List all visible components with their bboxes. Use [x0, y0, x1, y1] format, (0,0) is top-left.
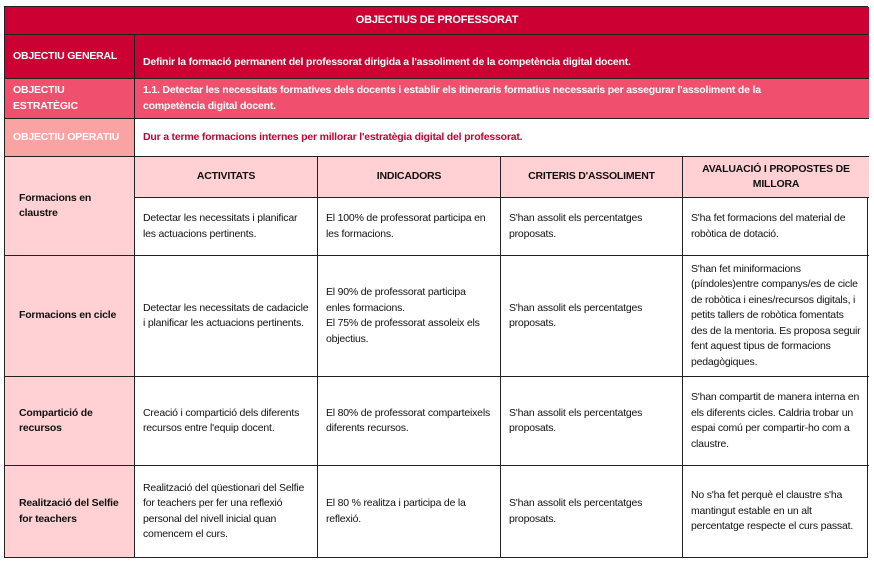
cell-criteris: S'han assolit els percentatges proposats.: [501, 198, 683, 256]
cell-indicadors: El 80% de professorat comparteixels diferents recursos.: [318, 377, 501, 466]
objectiu-operatiu-text: Dur a terme formacions internes per millorar l'estratègia digital del professorat.: [135, 119, 869, 157]
cell-indicadors: El 100% de professorat participa en les formacions.: [318, 198, 501, 256]
cell-avaluacio: S'han fet miniformacions (píndoles)entre companys/es de cicle de robòtica i eines/recursos digitals, i petits tallers de robòtica fomentats des de la mentoria. Es proposa seguir fent aquest tipus de formacions pedagògiques.: [683, 256, 869, 377]
cell-avaluacio: No s'ha fet perquè el claustre s'ha mantingut estable en un alt percentatge respecte el curs passat.: [691, 489, 854, 533]
cell-avaluacio: S'ha fet formacions del material de robòtica de dotació.: [683, 198, 869, 256]
cell-criteris: S'han assolit els percentatges proposats.: [501, 466, 683, 557]
objectiu-operatiu-label: OBJECTIU OPERATIU: [5, 119, 135, 157]
table-title: OBJECTIUS DE PROFESSORAT: [5, 7, 869, 35]
cell-avaluacio: S'han compartit de manera interna en els diferents cicles. Caldria trobar un espai comú per compartir-ho com a claustre.: [683, 377, 869, 466]
cell-activitats: Realització del qüestionari del Selfie for teachers per fer una reflexió personal del nivell inicial quan comencem el curs.: [135, 466, 318, 557]
cell-indicadors: El 90% de professorat participa enles formacions. El 75% de professorat assoleix els objectius.: [318, 256, 501, 377]
cell-indicadors: El 80 % realitza i participa de la reflexió.: [318, 466, 501, 557]
column-header-criteris: CRITERIS D'ASSOLIMENT: [501, 157, 683, 198]
cell-activitats: Creació i compartició dels diferents recursos entre l'equip docent.: [135, 377, 318, 466]
cell-criteris: S'han assolit els percentatges proposats.: [501, 256, 683, 377]
cell-criteris: S'han assolit els percentatges proposats.: [501, 377, 683, 466]
column-header-avaluacio: AVALUACIÓ I PROPOSTES DE MILLORA: [683, 157, 869, 198]
column-header-indicadors: INDICADORS: [318, 157, 501, 198]
row-label-formacions-claustre: Formacions en claustre: [5, 157, 135, 256]
row-label-selfie: Realització del Selfie for teachers: [5, 466, 135, 557]
objectives-table: [4, 6, 868, 558]
row-label-comparticio-recursos: Compartició de recursos: [5, 377, 135, 466]
objectiu-estrategic-label: OBJECTIU ESTRATÈGIC: [5, 79, 135, 119]
objectiu-general-text: Definir la formació permanent del professorat dirigida a l'assoliment de la competència digital docent.: [135, 35, 869, 79]
row-label-formacions-cicle: Formacions en cicle: [5, 256, 135, 377]
objectiu-estrategic-text: 1.1. Detectar les necessitats formatives dels docents i establir els itineraris formatius necessaris per assegurar l'assoliment de la competència digital docent.: [135, 79, 869, 119]
objectiu-general-label: OBJECTIU GENERAL: [5, 35, 135, 79]
cell-activitats: Detectar les necessitats de cadacicle i planificar les actuacions pertinents.: [135, 256, 318, 377]
column-header-activitats: ACTIVITATS: [135, 157, 318, 198]
cell-activitats: Detectar les necessitats i planificar les actuacions pertinents.: [135, 198, 318, 256]
